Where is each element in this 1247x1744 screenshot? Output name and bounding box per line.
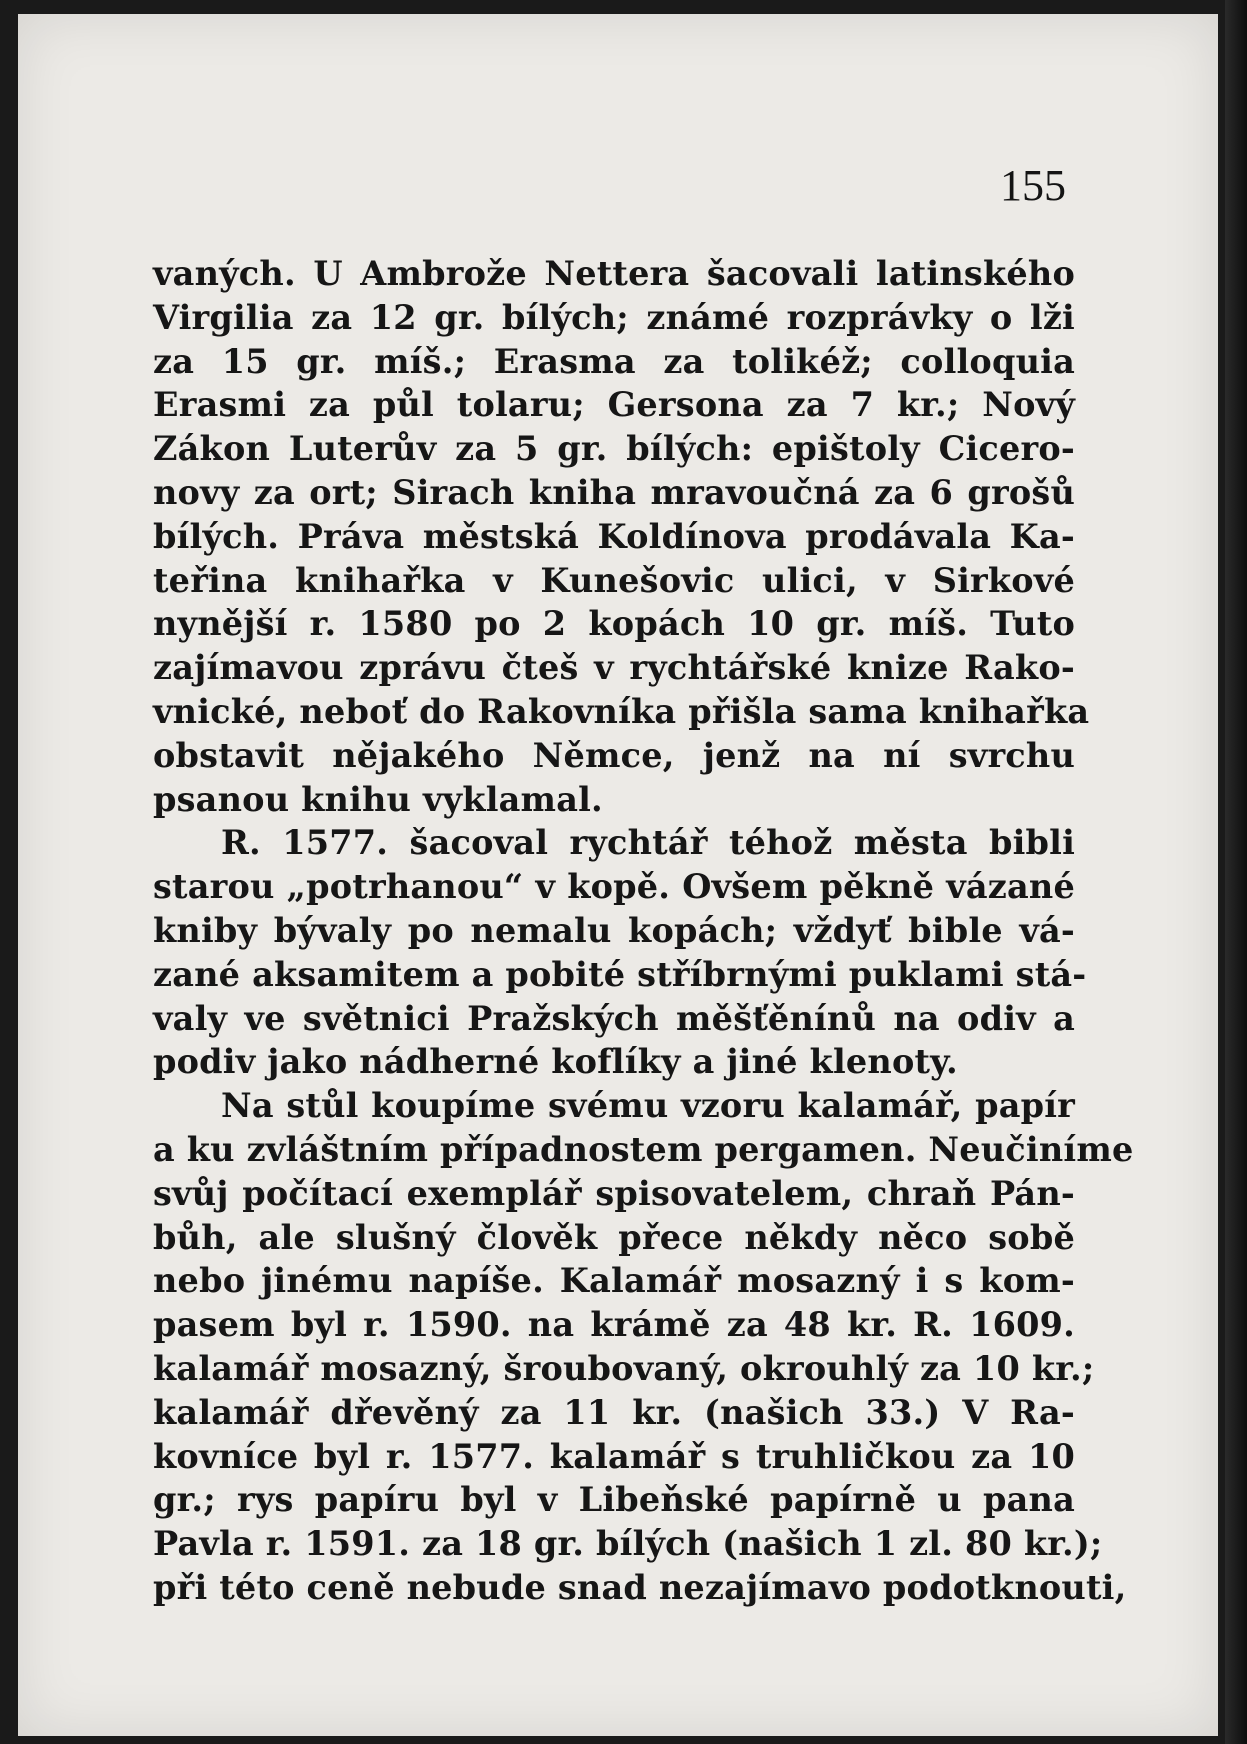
text-line: nynější r. 1580 po 2 kopách 10 gr. míš. Tuto bbox=[153, 604, 1075, 644]
text-line: pasem byl r. 1590. na krámě za 48 kr. R. 1609. bbox=[153, 1305, 1075, 1345]
text-line: psanou knihu vyklamal. bbox=[153, 779, 603, 819]
text-line: vnické, neboť do Rakovníka přišla sama knihařka bbox=[153, 691, 1090, 731]
book-spine-edge bbox=[1225, 0, 1247, 1744]
text-line: zané aksamitem a pobité stříbrnými puklami stá- bbox=[153, 954, 1087, 994]
text-line: obstavit nějakého Němce, jenž na ní svrchu bbox=[153, 735, 1075, 775]
text-line: a ku zvláštním případnostem pergamen. Neučiníme bbox=[153, 1129, 1134, 1169]
text-line: kniby bývaly po nemalu kopách; vždyť bible vá- bbox=[153, 910, 1075, 950]
text-line: kalamář mosazný, šroubovaný, okrouhlý za 10 kr.; bbox=[153, 1348, 1095, 1388]
text-line: kalamář dřevěný za 11 kr. (našich 33.) V Ra- bbox=[153, 1392, 1075, 1432]
text-line: za 15 gr. míš.; Erasma za tolikéž; colloquia bbox=[153, 341, 1075, 381]
text-line: nebo jinému napíše. Kalamář mosazný i s kom- bbox=[153, 1261, 1075, 1301]
text-line: při této ceně nebude snad nezajímavo podotknouti, bbox=[153, 1567, 1127, 1607]
text-line: starou „potrhanou“ v kopě. Ovšem pěkně vázané bbox=[153, 867, 1075, 907]
text-line: zajímavou zprávu čteš v rychtářské knize Rako- bbox=[153, 648, 1075, 688]
text-line: kovníce byl r. 1577. kalamář s truhličkou za 10 bbox=[153, 1436, 1075, 1476]
text-line: Na stůl koupíme svému vzoru kalamář, papír bbox=[221, 1086, 1075, 1126]
text-line: podiv jako nádherné koflíky a jiné klenoty. bbox=[153, 1042, 958, 1082]
text-line: novy za ort; Sirach kniha mravoučná za 6 grošů bbox=[153, 472, 1075, 512]
text-line: R. 1577. šacoval rychtář téhož města bibli bbox=[221, 823, 1075, 863]
text-line: teřina knihařka v Kunešovic ulici, v Sirkové bbox=[153, 560, 1075, 600]
text-line: gr.; rys papíru byl v Libeňské papírně u pana bbox=[153, 1480, 1075, 1520]
page-number: 155 bbox=[1000, 161, 1066, 210]
body-text bbox=[153, 252, 1134, 1610]
text-line: valy ve světnici Pražských měšťěnínů na odiv a bbox=[153, 998, 1075, 1038]
text-line: Zákon Luterův za 5 gr. bílých: epištoly Cicero- bbox=[153, 429, 1075, 469]
text-line: bílých. Práva městská Koldínova prodávala Ka- bbox=[153, 516, 1075, 556]
text-line: Pavla r. 1591. za 18 gr. bílých (našich 1 zl. 80 kr.); bbox=[153, 1524, 1103, 1564]
text-line: bůh, ale slušný člověk přece někdy něco sobě bbox=[153, 1217, 1075, 1257]
text-line: Virgilia za 12 gr. bílých; známé rozprávky o lži bbox=[153, 297, 1075, 337]
book-page bbox=[18, 14, 1218, 1736]
text-line: Erasmi za půl tolaru; Gersona za 7 kr.; Nový bbox=[153, 385, 1075, 425]
text-line: svůj počítací exemplář spisovatelem, chraň Pán- bbox=[153, 1173, 1075, 1213]
text-line: vaných. U Ambrože Nettera šacovali latinského bbox=[153, 254, 1075, 293]
